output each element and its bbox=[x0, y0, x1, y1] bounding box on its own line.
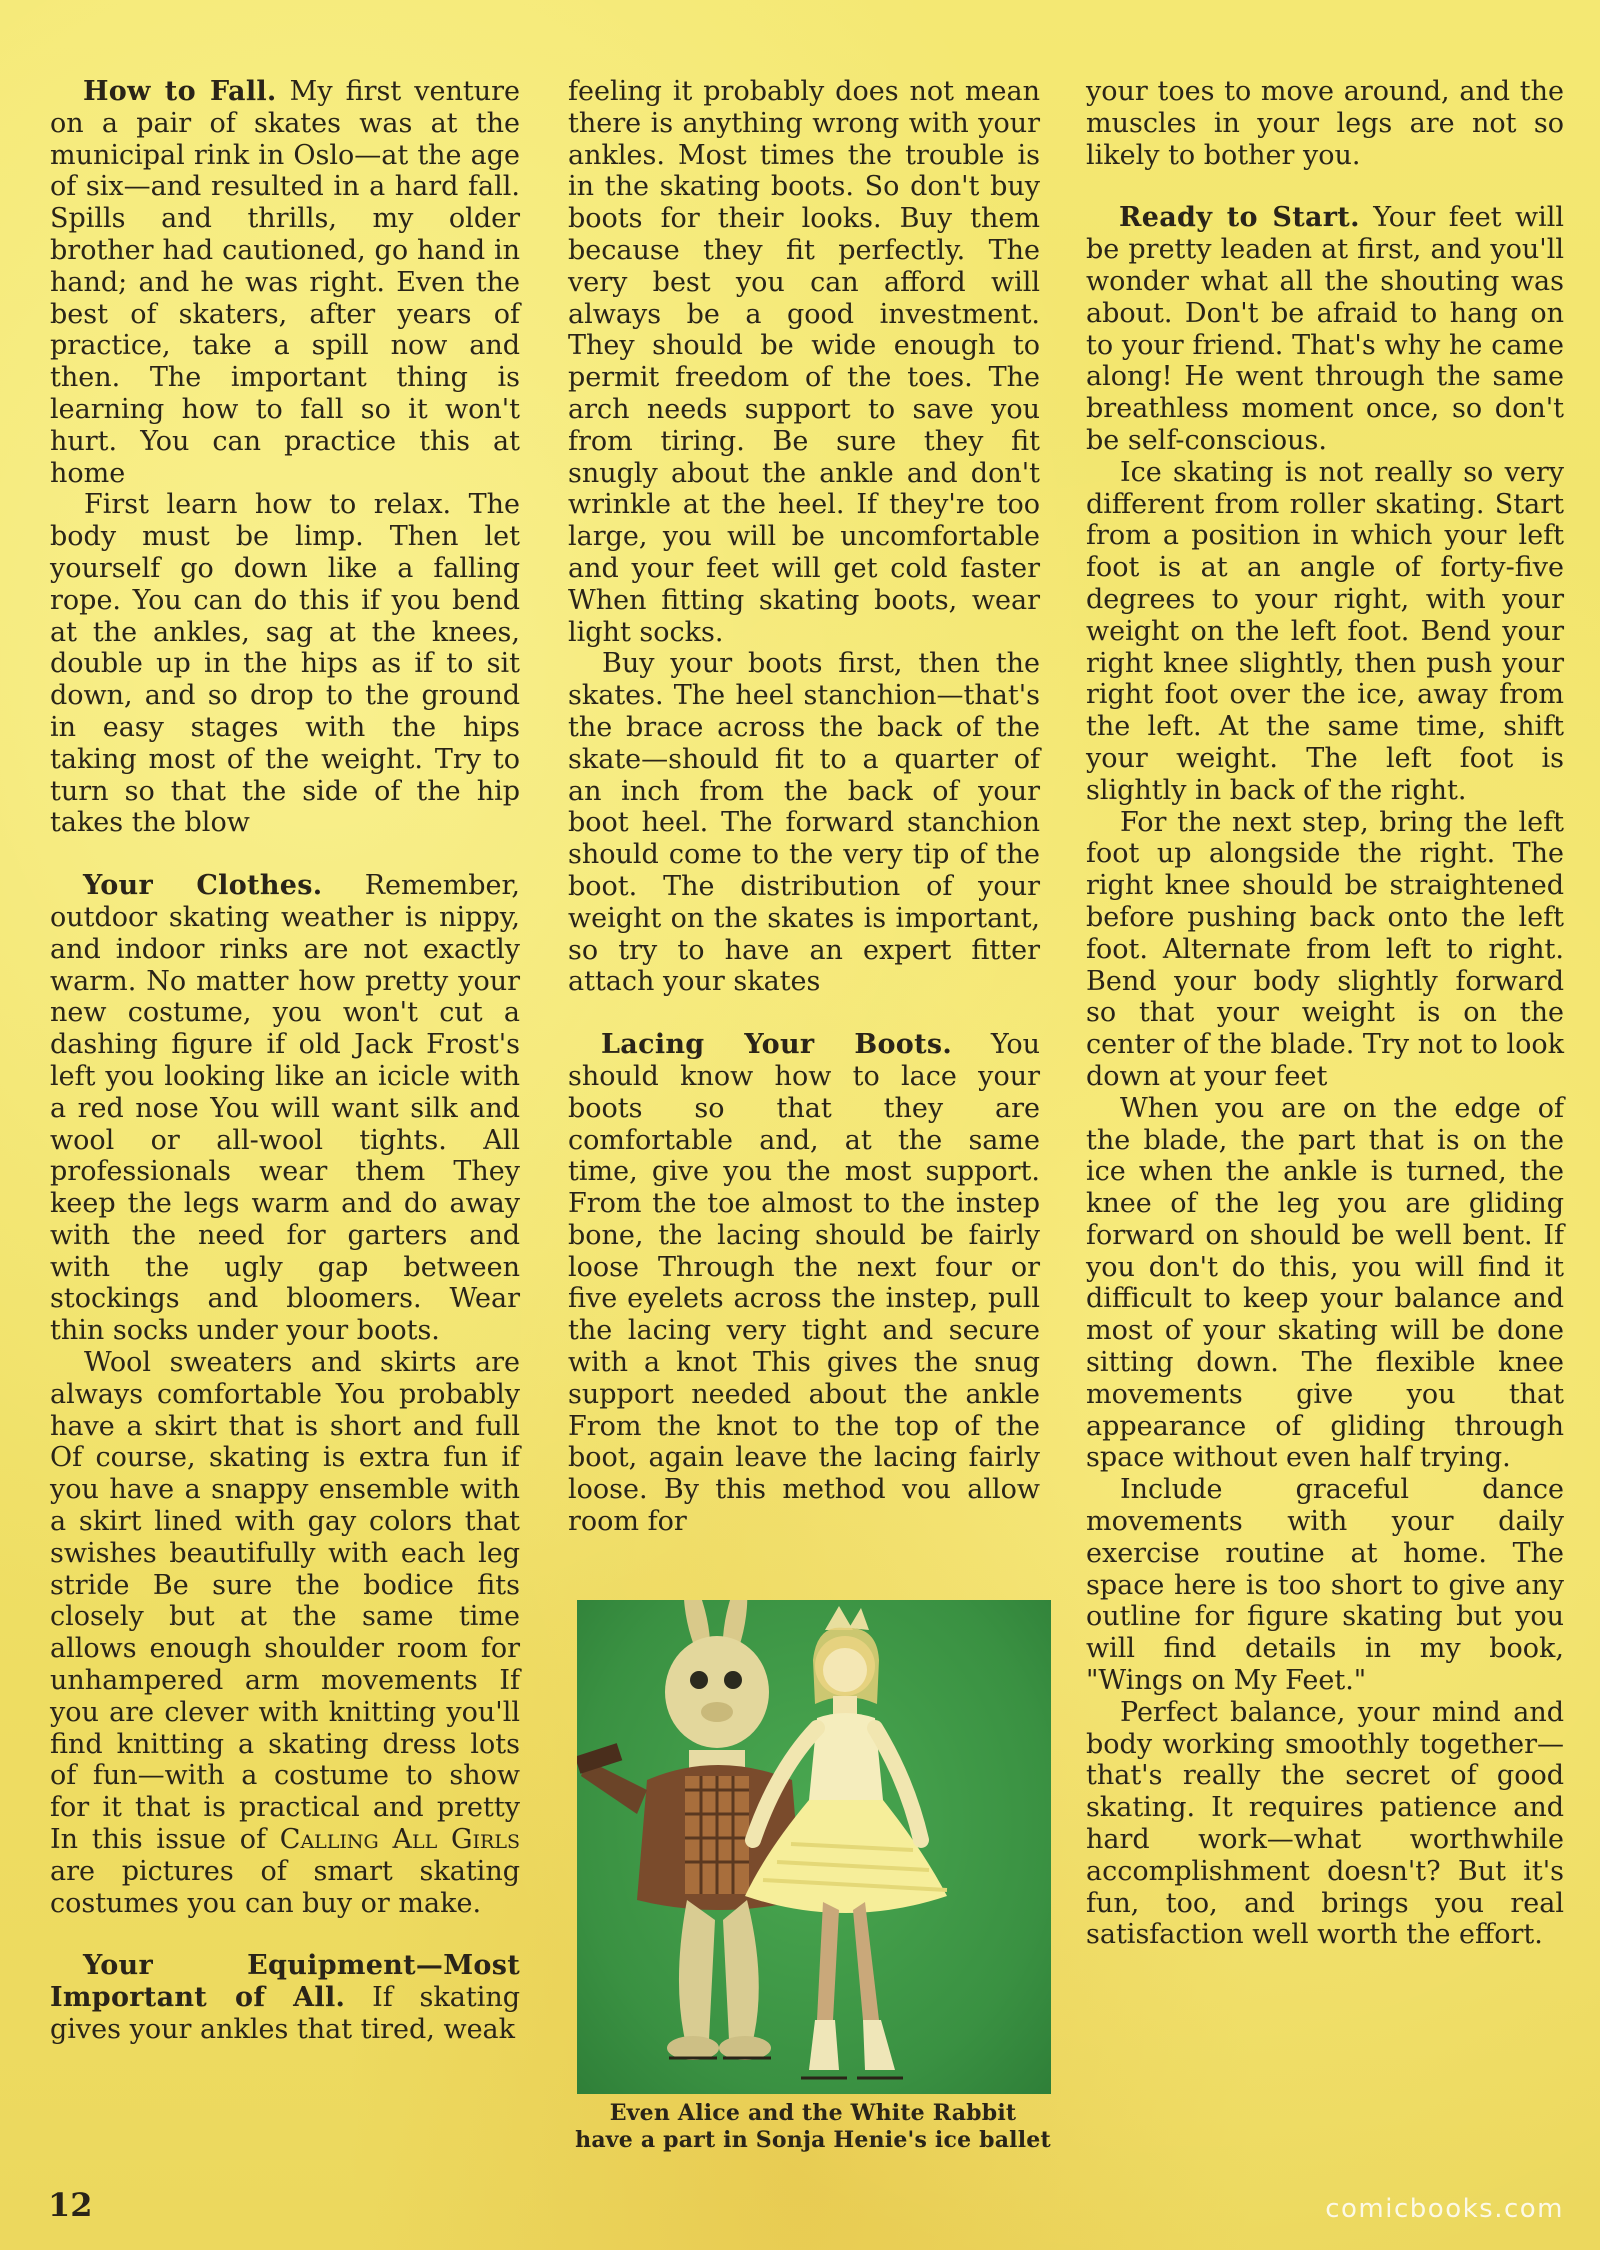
section-heading-how-to-fall: How to Fall. bbox=[83, 76, 277, 107]
paragraph: First learn how to relax. The body must be limp. Then let yourself go down like a falling rope. You can do this if you bend at the ankles, sag at the knees, double up in the hips as if to sit down, and so drop to the ground in easy stages with the hips taking most of the weight. Try to turn so that the side of the hip takes the blow bbox=[50, 489, 520, 839]
photo-caption bbox=[568, 2100, 1058, 2154]
paragraph-text: Remember, outdoor skating weather is nippy, and indoor rinks are not exactly warm. No matter how pretty your new costume, you won't cut a dashing figure if old Jack Frost's left you looking like an icicle with a red nose You will want silk and wool or all-wool tights. All professionals wear them They keep the legs warm and do away with the need for garters and with the ugly gap between stockings and bloomers. Wear thin socks under your boots. bbox=[50, 870, 520, 1347]
article-column-3 bbox=[1086, 76, 1564, 1951]
paragraph-text: are pictures of smart skating costumes you can buy or make. bbox=[50, 1855, 520, 1919]
paragraph: When you are on the edge of the blade, the part that is on the ice when the ankle is turned, the knee of the leg you are gliding forward on should be well bent. If you don't do this, you will find it difficult to keep your balance and most of your skating will be done sitting down. The flexible knee movements give you that appearance of gliding through space without even half trying. bbox=[1086, 1092, 1564, 1474]
paragraph: Buy your boots first, then the skates. The heel stanchion—that's the brace across the back of the skate—should fit to a quarter of an inch from the back of your boot heel. The forward stanchion should come to the very tip of the boot. The distribution of your weight on the skates is important, so try to have an expert fitter attach your skates bbox=[568, 648, 1040, 998]
paragraph-text: You should know how to lace your boots so that they are comfortable and, at the same time, give you the most support. From the toe almost to the instep bone, the lacing should be fairly loose Through the next four or five eyelets across the instep, pull the lacing very tight and secure with a knot This gives the snug support needed about the ankle From the knot to the top of the boot, again leave the lacing fairly loose. By this method vou allow room for bbox=[568, 1029, 1040, 1538]
paragraph-text: Your feet will be pretty leaden at first, and you'll wonder what all the shouting was about. Don't be afraid to hang on to your friend. That's why he came along! He went through the same breathless moment once, so don't be self-conscious. bbox=[1086, 202, 1564, 456]
paragraph bbox=[50, 1950, 520, 2045]
paragraph: Include graceful dance movements with your daily exercise routine at home. The space here is too short to give any outline for figure skating but you will find details in my book, "Wings on My Feet." bbox=[1086, 1474, 1564, 1697]
watermark: comicbooks.com bbox=[1325, 2194, 1564, 2224]
article-column-1 bbox=[50, 76, 520, 2046]
article-column-2 bbox=[568, 76, 1040, 1538]
caption-line-1: Even Alice and the White Rabbit bbox=[609, 2100, 1017, 2126]
white-rabbit-figure bbox=[577, 1600, 802, 2060]
paragraph: feeling it probably does not mean there is anything wrong with your ankles. Most times the trouble is in the skating boots. So don't buy boots for their looks. Buy them because they fit perfectly. The very best you can afford will always be a good investment. They should be wide enough to permit freedom of the toes. The arch needs support to save you from tiring. Be sure they fit snugly about the ankle and don't wrinkle at the heel. If they're too large, you will be uncomfortable and your feet will get cold faster When fitting skating boots, wear light socks. bbox=[568, 76, 1040, 648]
section-heading-lacing-your-boots: Lacing Your Boots. bbox=[601, 1029, 953, 1061]
rabbit-and-alice-illustration bbox=[577, 1600, 1051, 2094]
page-number: 12 bbox=[48, 2186, 93, 2224]
paragraph bbox=[568, 1029, 1040, 1538]
section-heading-ready-to-start: Ready to Start. bbox=[1119, 202, 1360, 234]
paragraph-text: Wool sweaters and skirts are always comfortable You probably have a skirt that is short and full Of course, skating is extra fun if you have a snappy ensemble with a skirt lined with gay colors that swishes beautifully with each leg stride Be sure the bodice fits closely but at the same time allows enough shoulder room for unhampered arm movements If you are clever with knitting you'll find knitting a skating dress lots of fun—with a costume to show for it that is practical and pretty In this issue of bbox=[50, 1347, 520, 1856]
paragraph bbox=[1086, 202, 1564, 456]
paragraph-text: If skating gives your ankles that tired, weak bbox=[50, 1982, 521, 2046]
paragraph: Ice skating is not really so very different from roller skating. Start from a position in which your left foot is at an angle of forty-five degrees to your right, with your weight on the left foot. Bend your right knee slightly, then push your right foot over the ice, away from the left. At the same time, shift your weight. The left foot is slightly in back of the right. bbox=[1086, 456, 1564, 806]
magazine-title: Calling All Girls bbox=[279, 1824, 520, 1856]
caption-line-2: have a part in Sonja Henie's ice ballet bbox=[575, 2127, 1051, 2153]
paragraph bbox=[50, 870, 520, 1347]
paragraph: For the next step, bring the left foot up alongside the right. The right knee should be straightened before pushing back onto the left foot. Alternate from left to right. Bend your body slightly forward so that your weight is on the center of the blade. Try not to look down at your feet bbox=[1086, 806, 1564, 1092]
section-heading-your-equipment: Your Equipment—Most Important of All. bbox=[50, 1950, 520, 2014]
paragraph bbox=[50, 1347, 520, 1919]
ice-ballet-photo bbox=[577, 1600, 1051, 2094]
section-heading-your-clothes: Your Clothes. bbox=[83, 870, 323, 902]
paragraph: your toes to move around, and the muscles in your legs are not so likely to bother you. bbox=[1086, 76, 1564, 171]
paragraph bbox=[50, 76, 520, 489]
paragraph-text: My first venture on a pair of skates was at the municipal rink in Oslo—at the age of six—and resulted in a hard fall. Spills and thrills, my older brother had cautioned, go hand in hand; and he was right. Even the best of skaters, after years of practice, take a spill now and then. The important thing is learning how to fall so it won't hurt. You can practice this at home bbox=[50, 76, 520, 489]
paragraph: Perfect balance, your mind and body working smoothly together—that's really the secret of good skating. It requires patience and hard work—what worthwhile accomplishment doesn't? But it's fun, too, and brings you real satisfaction well worth the effort. bbox=[1086, 1696, 1564, 1951]
